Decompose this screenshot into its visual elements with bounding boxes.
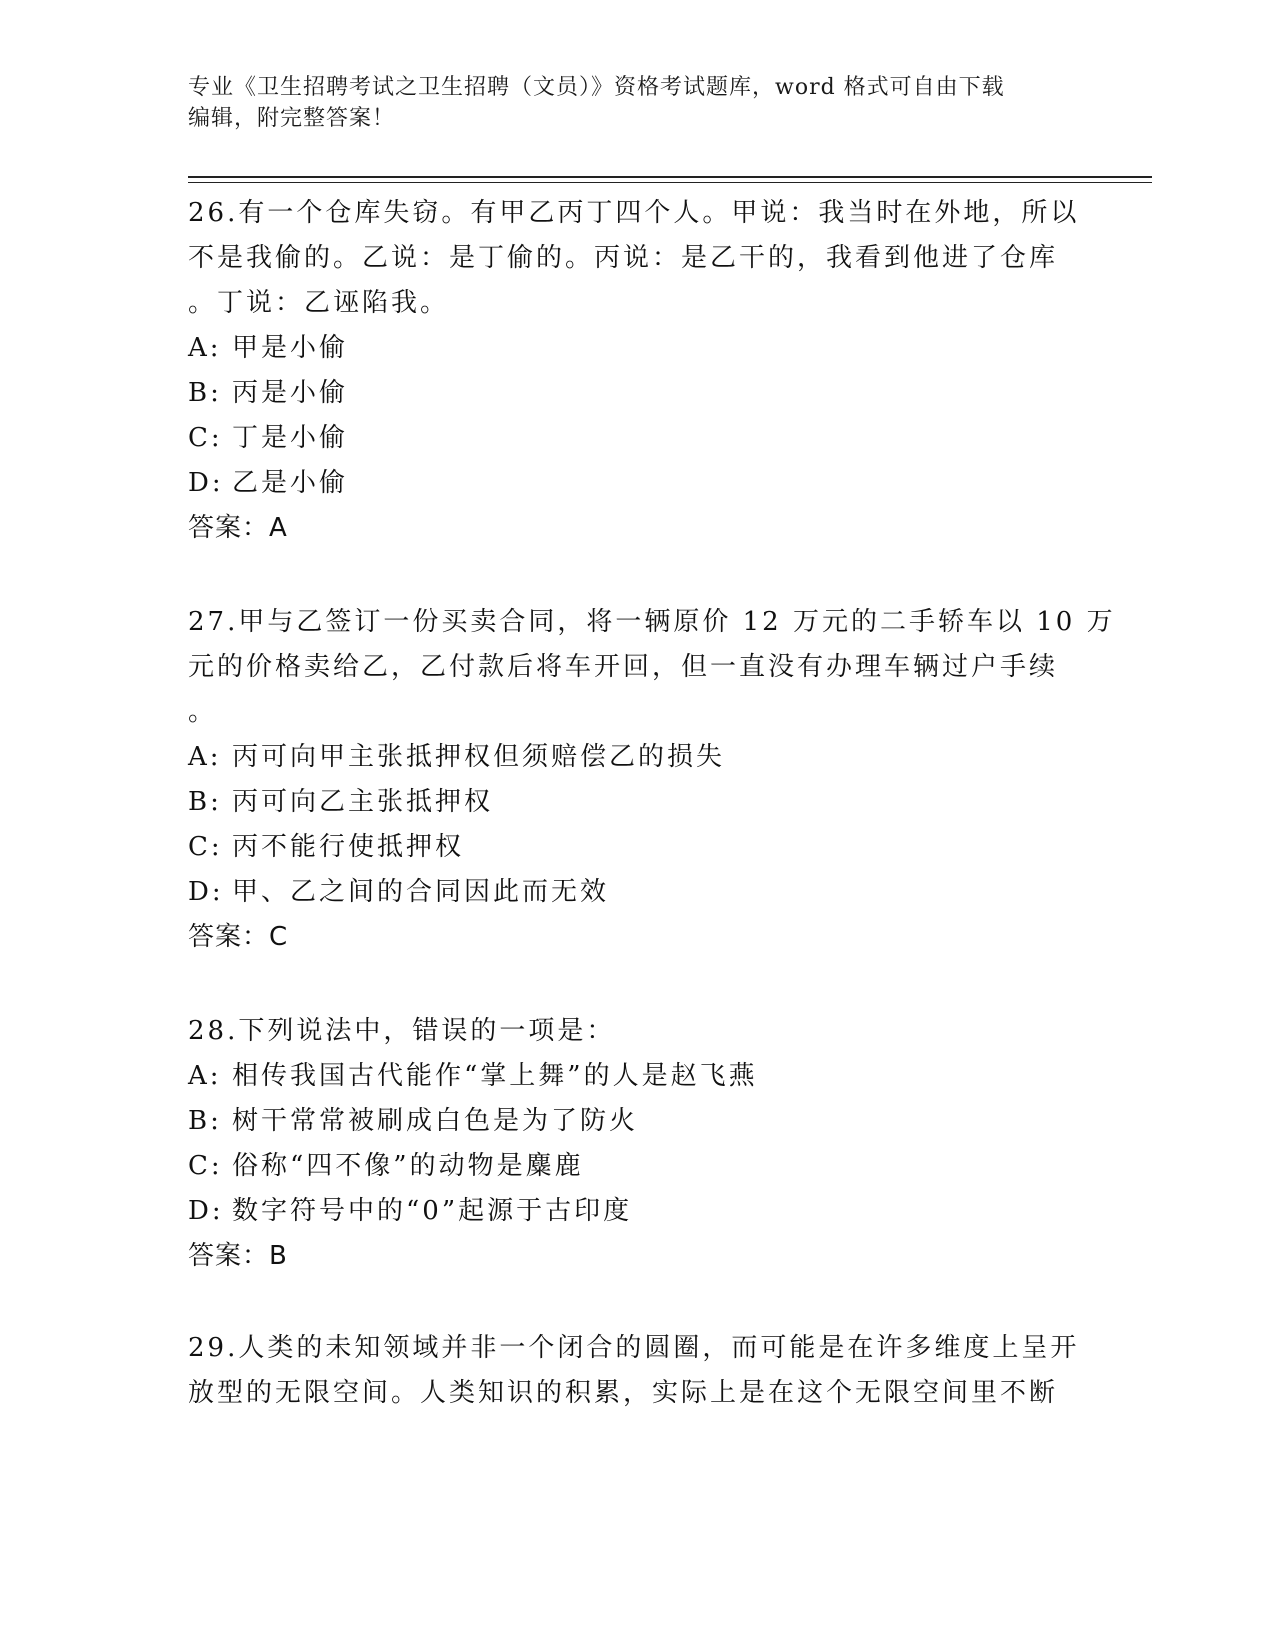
question-27 (188, 600, 1116, 960)
stem-line: 。丁说：乙诬陷我。 (188, 288, 450, 318)
option-letter: A: (188, 333, 222, 363)
option-text: 数字符号中的“0”起源于古印度 (232, 1196, 633, 1226)
option-letter: D: (188, 877, 224, 907)
option-text: 甲是小偷 (232, 333, 349, 363)
option-c (188, 416, 1088, 461)
question-stem (188, 600, 1116, 735)
option-letter: D: (188, 468, 224, 498)
question-28 (188, 1009, 1088, 1279)
option-text: 丙是小偷 (232, 378, 349, 408)
option-d (188, 461, 1088, 506)
document-header (188, 72, 1068, 134)
option-letter: A: (188, 742, 222, 772)
option-c (188, 1144, 1088, 1189)
stem-line: 元的价格卖给乙，乙付款后将车开回，但一直没有办理车辆过户手续 (188, 652, 1059, 682)
answer-line: 答案：C (188, 922, 289, 952)
option-d (188, 870, 1088, 915)
answer-line: 答案：B (188, 1241, 288, 1271)
option-letter: B: (188, 1106, 222, 1136)
stem-line: 27.甲与乙签订一份买卖合同，将一辆原价 12 万元的二手轿车以 10 万 (188, 607, 1116, 637)
option-a (188, 326, 1088, 371)
stem-line: 26.有一个仓库失窃。有甲乙丙丁四个人。甲说：我当时在外地，所以 (188, 198, 1080, 228)
option-letter: B: (188, 378, 222, 408)
option-text: 丙可向乙主张抵押权 (232, 787, 494, 817)
question-stem (188, 1326, 1088, 1416)
option-text: 树干常常被刷成白色是为了防火 (232, 1106, 639, 1136)
option-a (188, 1054, 1088, 1099)
question-stem (188, 191, 1088, 326)
option-letter: C: (188, 832, 223, 862)
stem-line: 。 (188, 697, 218, 727)
option-letter: C: (188, 1151, 223, 1181)
answer-line: 答案：A (188, 513, 288, 543)
option-b (188, 371, 1088, 416)
option-text: 丙不能行使抵押权 (232, 832, 465, 862)
option-letter: C: (188, 423, 223, 453)
option-letter: A: (188, 1061, 222, 1091)
stem-line: 不是我偷的。乙说：是丁偷的。丙说：是乙干的，我看到他进了仓库 (188, 243, 1059, 273)
option-text: 乙是小偷 (232, 468, 349, 498)
option-b (188, 780, 1088, 825)
stem-line: 29.人类的未知领域并非一个闭合的圆圈，而可能是在许多维度上呈开 (188, 1333, 1080, 1363)
option-a (188, 735, 1088, 780)
header-divider (188, 176, 1152, 178)
stem-line: 28.下列说法中，错误的一项是： (188, 1016, 616, 1046)
option-text: 丙可向甲主张抵押权但须赔偿乙的损失 (232, 742, 726, 772)
option-text: 相传我国古代能作“掌上舞”的人是赵飞燕 (232, 1061, 758, 1091)
option-text: 甲、乙之间的合同因此而无效 (232, 877, 610, 907)
option-text: 俗称“四不像”的动物是麋鹿 (232, 1151, 584, 1181)
option-b (188, 1099, 1088, 1144)
header-line-2: 编辑，附完整答案！ (188, 106, 396, 131)
option-c (188, 825, 1088, 870)
stem-line: 放型的无限空间。人类知识的积累，实际上是在这个无限空间里不断 (188, 1378, 1059, 1408)
header-line-1: 专业《卫生招聘考试之卫生招聘（文员）》资格考试题库，word 格式可自由下载 (188, 75, 1005, 100)
question-29 (188, 1326, 1088, 1416)
question-26 (188, 191, 1088, 551)
question-stem (188, 1009, 1088, 1054)
option-letter: D: (188, 1196, 224, 1226)
option-letter: B: (188, 787, 222, 817)
option-d (188, 1189, 1088, 1234)
option-text: 丁是小偷 (232, 423, 349, 453)
header-divider-thin (188, 182, 1152, 183)
